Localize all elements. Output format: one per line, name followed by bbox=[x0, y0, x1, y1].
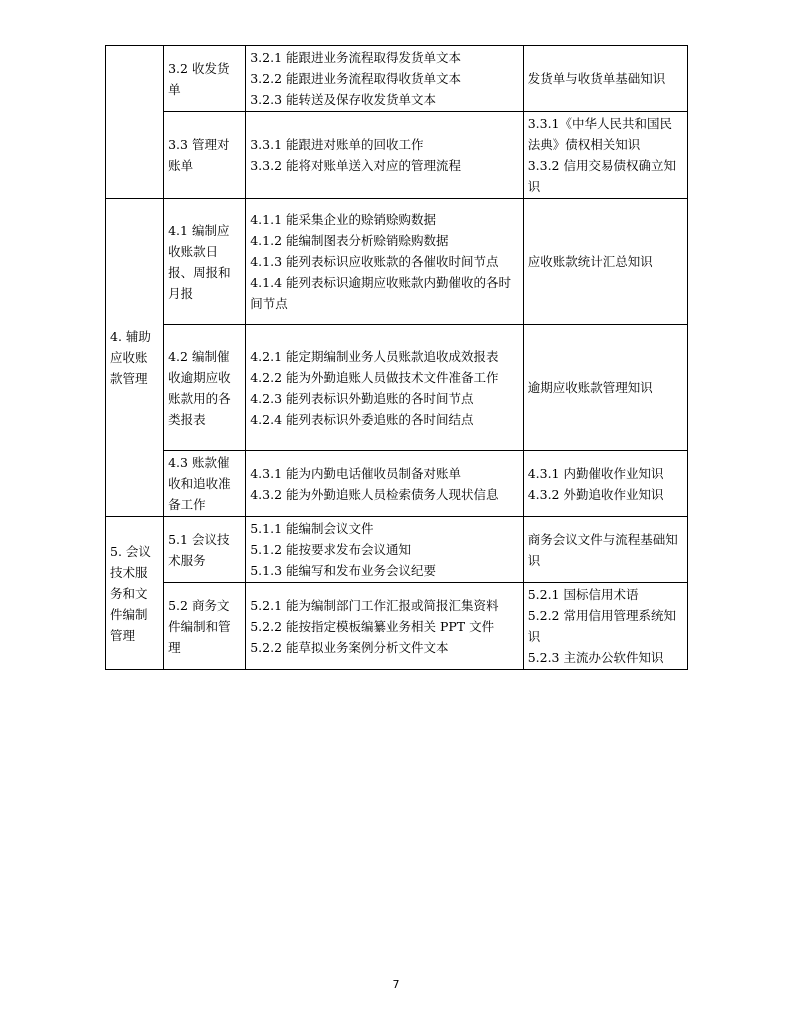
requirements-cell bbox=[246, 199, 523, 325]
requirement-line: 4.2.3 能列表标识外勤追账的各时间节点 bbox=[250, 390, 474, 406]
page-number: 7 bbox=[392, 978, 400, 991]
requirements-cell bbox=[246, 112, 523, 199]
knowledge-line: 3.3.2 信用交易债权确立知识 bbox=[527, 158, 676, 194]
function-cell-3 bbox=[106, 46, 164, 199]
requirement-line: 4.1.2 能编制图表分析赊销赊购数据 bbox=[250, 233, 449, 248]
requirement-line: 4.1.1 能采集企业的赊销赊购数据 bbox=[250, 212, 437, 227]
function-cell: 5. 会议技术服务和文件编制管理 bbox=[106, 517, 164, 670]
knowledge-line: 商务会议文件与流程基础知识 bbox=[527, 531, 678, 568]
requirement-line: 3.2.2 能跟进业务流程取得收货单文本 bbox=[250, 71, 462, 86]
requirement-line: 3.3.1 能跟进对账单的回收工作 bbox=[250, 137, 424, 152]
requirement-line: 4.1.3 能列表标识应收账款的各催收时间节点 bbox=[250, 254, 499, 269]
skills-table bbox=[105, 45, 688, 670]
knowledge-line: 应收账款统计汇总知识 bbox=[527, 254, 653, 269]
knowledge-cell bbox=[523, 325, 687, 451]
table-row bbox=[106, 451, 688, 517]
requirement-line: 3.2.3 能转送及保存收发货单文本 bbox=[250, 92, 437, 107]
requirement-line: 5.2.2 能草拟业务案例分析文件文本 bbox=[250, 639, 449, 655]
requirement-line: 4.2.4 能列表标识外委追账的各时间结点 bbox=[250, 411, 474, 427]
knowledge-line: 4.3.1 内勤催收作业知识 bbox=[527, 465, 664, 481]
requirements-cell bbox=[246, 325, 523, 451]
knowledge-cell bbox=[523, 112, 687, 199]
knowledge-line: 逾期应收账款管理知识 bbox=[527, 380, 653, 395]
skill-cell: 4.2 编制催收逾期应收账款用的各类报表 bbox=[164, 325, 246, 451]
requirements-cell bbox=[246, 583, 523, 670]
requirement-line: 3.3.2 能将对账单送入对应的管理流程 bbox=[250, 158, 462, 173]
requirement-line: 4.1.4 能列表标识逾期应收账款内勤催收的各时间节点 bbox=[250, 275, 512, 311]
table-row bbox=[106, 112, 688, 199]
requirement-line: 5.2.2 能按指定模板编纂业务相关 PPT 文件 bbox=[250, 618, 495, 634]
requirement-line: 5.2.1 能为编制部门工作汇报或简报汇集资料 bbox=[250, 597, 499, 613]
skill-cell: 4.1 编制应收账款日报、周报和月报 bbox=[164, 199, 246, 325]
requirement-line: 5.1.1 能编制会议文件 bbox=[250, 521, 374, 536]
requirement-line: 4.3.1 能为内勤电话催收员制备对账单 bbox=[250, 465, 462, 481]
knowledge-cell bbox=[523, 46, 687, 112]
requirements-cell bbox=[246, 46, 523, 112]
table-row bbox=[106, 199, 688, 325]
skill-cell: 5.2 商务文件编制和管理 bbox=[164, 583, 246, 670]
knowledge-cell bbox=[523, 517, 687, 583]
knowledge-line: 发货单与收货单基础知识 bbox=[527, 71, 666, 86]
requirement-line: 5.1.2 能按要求发布会议通知 bbox=[250, 542, 412, 557]
knowledge-cell bbox=[523, 583, 687, 670]
requirements-cell bbox=[246, 517, 523, 583]
table-row bbox=[106, 325, 688, 451]
knowledge-cell bbox=[523, 451, 687, 517]
knowledge-cell bbox=[523, 199, 687, 325]
requirement-line: 4.3.2 能为外勤追账人员检索债务人现状信息 bbox=[250, 486, 499, 502]
table-row bbox=[106, 517, 688, 583]
function-cell: 4. 辅助应收账款管理 bbox=[106, 199, 164, 517]
skill-cell: 5.1 会议技术服务 bbox=[164, 517, 246, 583]
skill-cell: 3.3 管理对账单 bbox=[164, 112, 246, 199]
requirement-line: 3.2.1 能跟进业务流程取得发货单文本 bbox=[250, 50, 462, 65]
table-row bbox=[106, 583, 688, 670]
table-row bbox=[106, 46, 688, 112]
requirements-cell bbox=[246, 451, 523, 517]
knowledge-line: 5.2.2 常用信用管理系统知识 bbox=[527, 608, 676, 644]
skill-cell: 3.2 收发货单 bbox=[164, 46, 246, 112]
knowledge-line: 4.3.2 外勤追收作业知识 bbox=[527, 486, 664, 502]
knowledge-line: 5.2.1 国标信用术语 bbox=[527, 587, 639, 602]
skill-cell: 4.3 账款催收和追收准备工作 bbox=[164, 451, 246, 517]
requirement-line: 4.2.2 能为外勤追账人员做技术文件准备工作 bbox=[250, 369, 499, 385]
knowledge-line: 5.2.3 主流办公软件知识 bbox=[527, 650, 664, 665]
knowledge-line: 3.3.1《中华人民共和国民法典》债权相关知识 bbox=[527, 116, 673, 152]
requirement-line: 5.1.3 能编写和发布业务会议纪要 bbox=[250, 563, 437, 578]
requirement-line: 4.2.1 能定期编制业务人员账款追收成效报表 bbox=[250, 348, 499, 364]
